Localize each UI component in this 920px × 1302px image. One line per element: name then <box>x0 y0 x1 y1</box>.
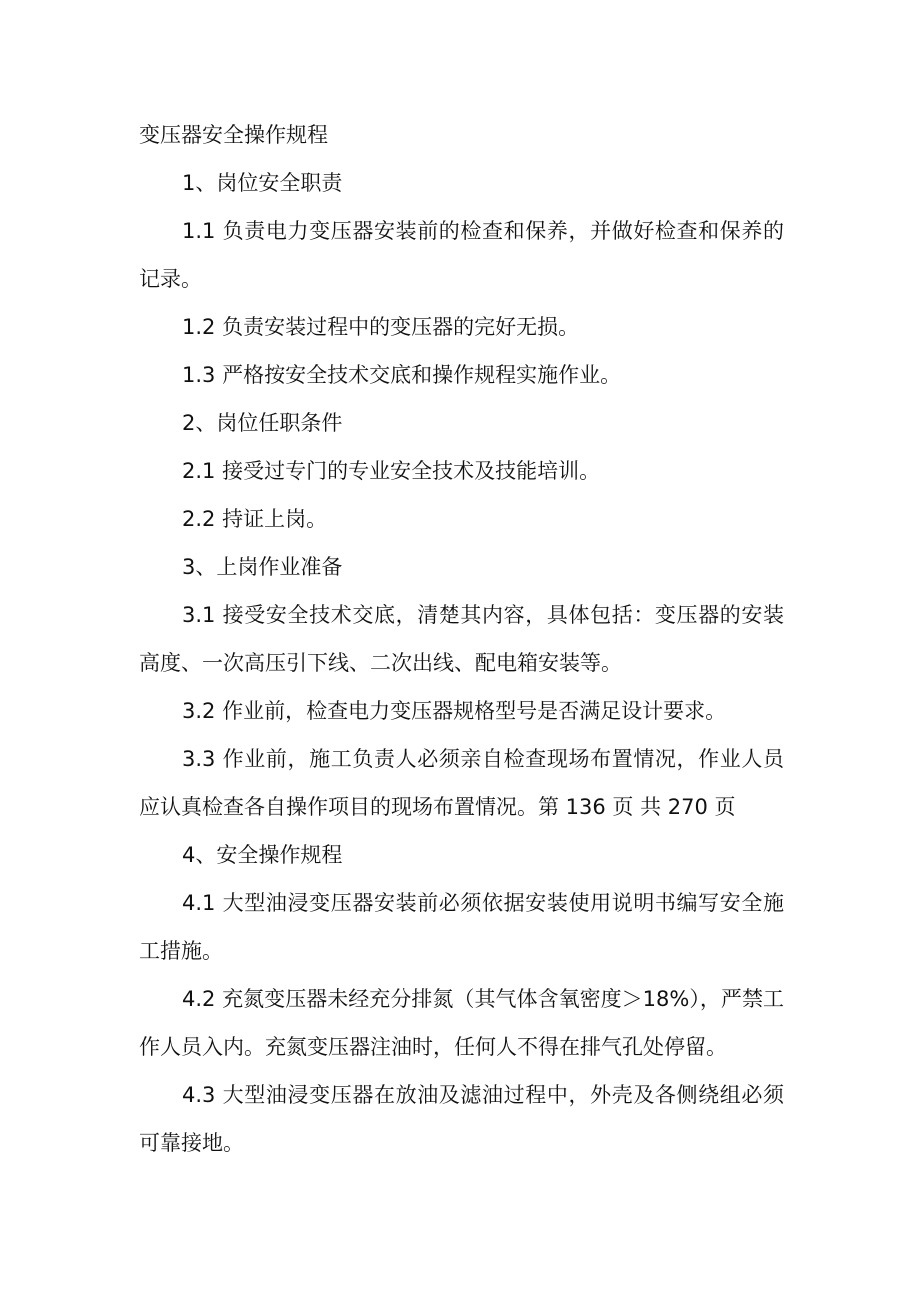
paragraph-2-1: 2.1 接受过专门的专业安全技术及技能培训。 <box>182 459 601 483</box>
page-number-marker: 第 136 页 共 270 页 <box>538 795 736 819</box>
heading-work-preparation: 3、上岗作业准备 <box>182 555 343 579</box>
paragraph-3-1: 3.1 接受安全技术交底，清楚其内容，具体包括：变压器的安装高度、一次高压引下线、二次出线、配电箱安装等。 <box>139 603 784 675</box>
heading-job-safety-duties: 1、岗位安全职责 <box>182 171 343 195</box>
paragraph-1-3: 1.3 严格按安全技术交底和操作规程实施作业。 <box>182 363 622 387</box>
heading-safety-operating-rules: 4、安全操作规程 <box>182 843 343 867</box>
paragraph-2-2: 2.2 持证上岗。 <box>182 507 328 531</box>
paragraph-1-2: 1.2 负责安装过程中的变压器的完好无损。 <box>182 315 580 339</box>
heading-job-qualifications: 2、岗位任职条件 <box>182 411 343 435</box>
paragraph-4-2: 4.2 充氮变压器未经充分排氮（其气体含氧密度＞18%），严禁工作人员入内。充氮变压器注油时，任何人不得在排气孔处停留。 <box>139 987 784 1059</box>
document-title: 变压器安全操作规程 <box>139 123 328 147</box>
paragraph-3-3 <box>139 735 784 831</box>
paragraph-1-1: 1.1 负责电力变压器安装前的检查和保养，并做好检查和保养的记录。 <box>139 219 784 291</box>
paragraph-4-1: 4.1 大型油浸变压器安装前必须依据安装使用说明书编写安全施工措施。 <box>139 891 784 963</box>
document-body <box>139 111 784 1167</box>
paragraph-3-2: 3.2 作业前，检查电力变压器规格型号是否满足设计要求。 <box>182 699 727 723</box>
paragraph-4-3: 4.3 大型油浸变压器在放油及滤油过程中，外壳及各侧绕组必须可靠接地。 <box>139 1083 784 1155</box>
paragraph-3-3-text: 3.3 作业前，施工负责人必须亲自检查现场布置情况，作业人员应认真检查各自操作项目的现场布置情况。 <box>139 747 784 819</box>
